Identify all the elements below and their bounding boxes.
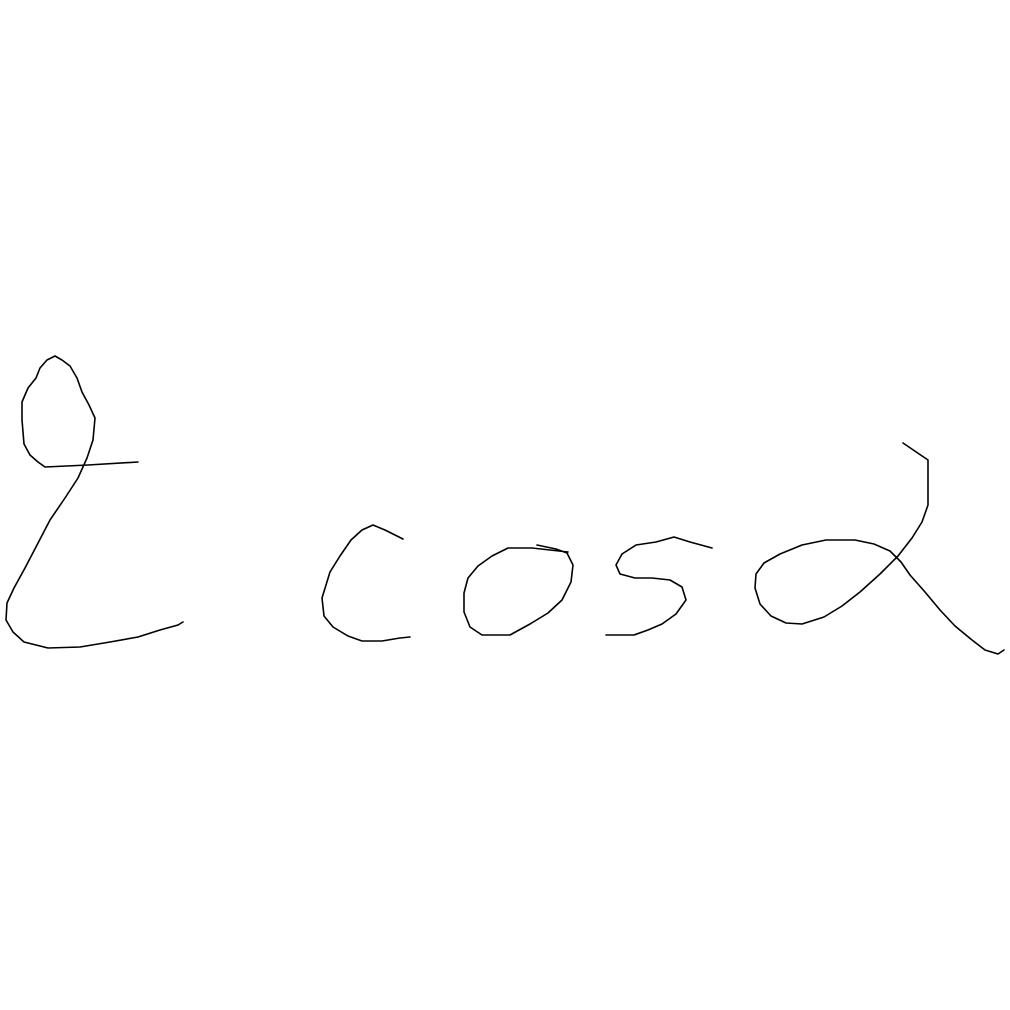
stroke-script-l (6, 356, 183, 648)
stroke-c (322, 525, 410, 641)
stroke-alpha (755, 443, 1004, 654)
stroke-o (464, 545, 573, 635)
stroke-s (606, 537, 712, 635)
